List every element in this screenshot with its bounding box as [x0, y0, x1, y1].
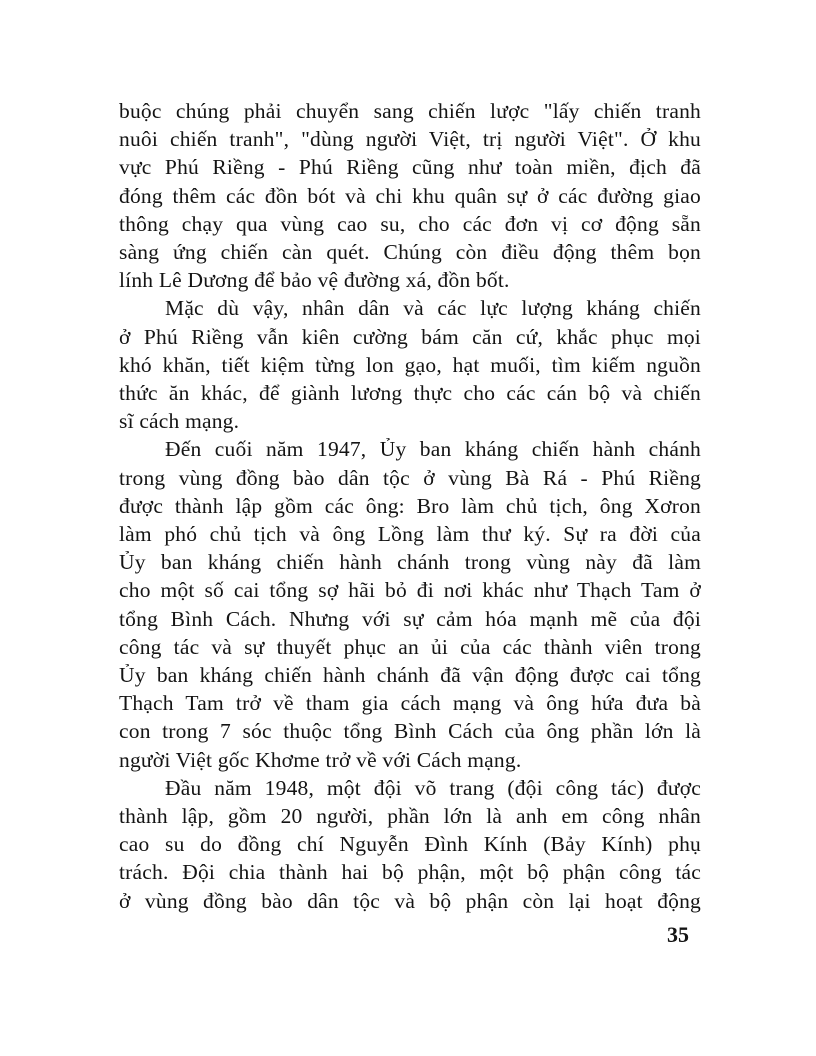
text-line: làm phó chủ tịch và ông Lồng làm thư ký. Sự ra đời của: [119, 522, 701, 547]
text-line: vực Phú Riềng - Phú Riềng cũng như toàn miền, địch đã: [119, 155, 701, 180]
text-line: người Việt gốc Khơme trở về với Cách mạng.: [119, 747, 522, 772]
text-line: lính Lê Dương để bảo vệ đường xá, đồn bốt.: [119, 268, 510, 293]
text-line: Mặc dù vậy, nhân dân và các lực lượng kháng chiến: [165, 296, 701, 321]
text-line: tổng Bình Cách. Nhưng với sự cảm hóa mạnh mẽ của đội: [119, 606, 701, 631]
text-line: sàng ứng chiến càn quét. Chúng còn điều động thêm bọn: [119, 240, 701, 265]
text-line: trách. Đội chia thành hai bộ phận, một bộ phận công tác: [119, 860, 701, 885]
text-line: ở vùng đồng bào dân tộc và bộ phận còn lại hoạt động: [119, 888, 701, 913]
text-line: được thành lập gồm các ông: Bro làm chủ tịch, ông Xơron: [119, 493, 701, 518]
paragraph: [119, 294, 701, 435]
text-line: Đầu năm 1948, một đội võ trang (đội công tác) được: [165, 775, 701, 800]
page-text: [119, 97, 701, 915]
text-line: Thạch Tam trở về tham gia cách mạng và ông hứa đưa bà: [119, 691, 701, 716]
text-line: sĩ cách mạng.: [119, 409, 240, 434]
text-line: buộc chúng phải chuyển sang chiến lược "lấy chiến tranh: [119, 99, 701, 123]
paragraph: [119, 774, 701, 915]
paragraph: [119, 97, 701, 294]
text-line: Ủy ban kháng chiến hành chánh trong vùng này đã làm: [119, 550, 701, 575]
text-line: cho một số cai tổng sợ hãi bỏ đi nơi khác như Thạch Tam ở: [119, 578, 701, 603]
text-line: thức ăn khác, để giành lương thực cho các cán bộ và chiến: [119, 381, 701, 406]
text-line: cao su do đồng chí Nguyễn Đình Kính (Bảy Kính) phụ: [119, 832, 701, 857]
text-line: đóng thêm các đồn bót và chi khu quân sự ở các đường giao: [119, 183, 701, 208]
text-line: thông chạy qua vùng cao su, cho các đơn vị cơ động sẵn: [119, 211, 701, 236]
text-line: trong vùng đồng bào dân tộc ở vùng Bà Rá - Phú Riềng: [119, 465, 701, 490]
text-line: khó khăn, tiết kiệm từng lon gạo, hạt muối, tìm kiếm nguồn: [119, 352, 701, 377]
text-line: nuôi chiến tranh", "dùng người Việt, trị người Việt". Ở khu: [119, 127, 701, 152]
page-number: 35: [667, 922, 689, 947]
text-line: công tác và sự thuyết phục an ủi của các thành viên trong: [119, 634, 701, 659]
text-line: Ủy ban kháng chiến hành chánh đã vận động được cai tổng: [119, 663, 701, 688]
paragraph: [119, 435, 701, 773]
text-line: con trong 7 sóc thuộc tổng Bình Cách của ông phần lớn là: [119, 719, 701, 744]
text-line: Đến cuối năm 1947, Ủy ban kháng chiến hành chánh: [165, 437, 701, 462]
text-line: ở Phú Riềng vẫn kiên cường bám căn cứ, khắc phục mọi: [119, 324, 701, 349]
text-line: thành lập, gồm 20 người, phần lớn là anh em công nhân: [119, 804, 701, 829]
